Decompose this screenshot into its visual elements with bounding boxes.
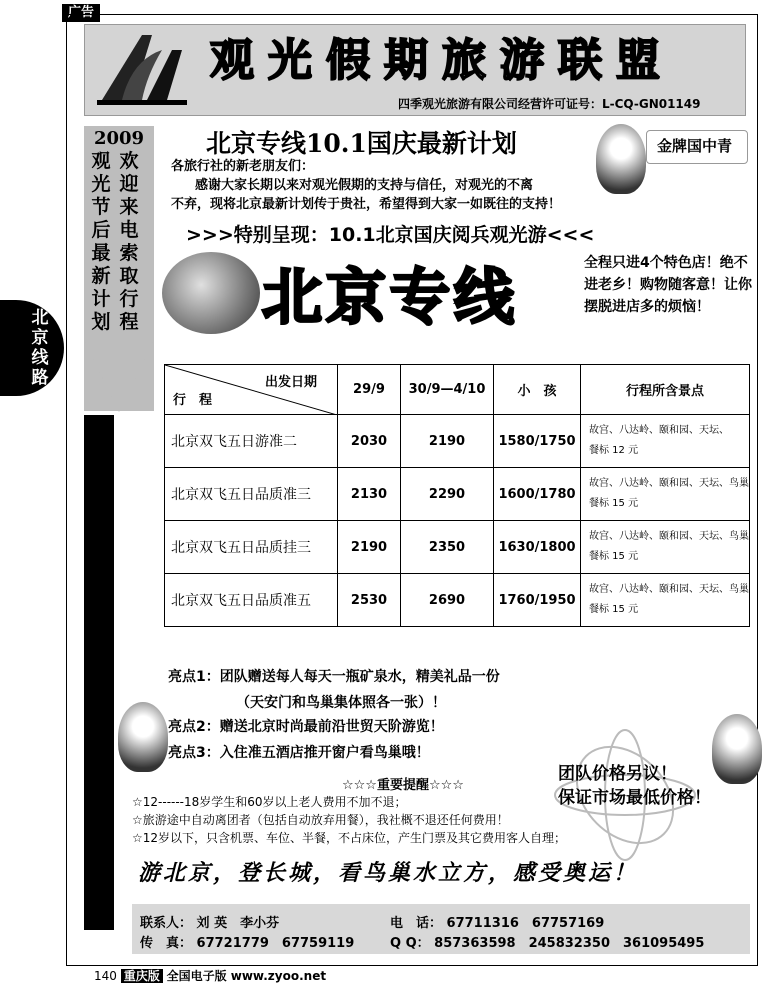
qq-label: Q Q： <box>390 936 430 951</box>
phone-label: 电 话： <box>390 916 443 931</box>
child-price-cell: 1580/1750 <box>494 415 581 468</box>
sights-text: 故宫、八达岭、颐和园、天坛、鸟巢 <box>589 531 749 542</box>
highlight-1: 亮点1：团队赠送每人每天一瓶矿泉水，精美礼品一份 <box>168 669 500 685</box>
left-column-2: 欢迎来电索取行程 <box>119 150 139 333</box>
price-cell: 2130 <box>338 468 401 521</box>
brand-logo-icon <box>92 30 192 108</box>
olympic-mascot-left-icon <box>118 702 168 772</box>
meal-text: 餐标 15 元 <box>589 551 639 562</box>
price-cell: 2190 <box>401 415 494 468</box>
footer-site[interactable]: 全国电子版 www.zyoo.net <box>166 969 327 983</box>
big-title: 北京专线 <box>262 263 518 333</box>
ad-tag: 广告 <box>62 4 100 22</box>
price-cell: 2350 <box>401 521 494 574</box>
phone-row <box>390 912 604 931</box>
qq-row <box>390 932 704 951</box>
header-col1: 29/9 <box>338 365 401 415</box>
fax-label: 传 真： <box>140 936 193 951</box>
price-cell: 2030 <box>338 415 401 468</box>
header-col2: 30/9—4/10 <box>401 365 494 415</box>
notice-title: ☆☆☆重要提醒☆☆☆ <box>342 778 464 793</box>
greeting <box>171 157 671 214</box>
sights-cell <box>581 415 750 468</box>
fax-number: 67721779 67759119 <box>196 936 355 951</box>
meal-text: 餐标 15 元 <box>589 604 639 615</box>
header-date: 出发日期 <box>264 375 317 390</box>
greeting-line-3: 不弃，现将北京最新计划传于贵社，希望得到大家一如既往的支持！ <box>171 197 562 212</box>
highlight-2: 亮点2：赠送北京时尚最前沿世贸天阶游览！ <box>168 719 444 735</box>
left-column-1: 观光节后最新计划 <box>91 150 111 333</box>
table-row <box>165 521 750 574</box>
table-row <box>165 574 750 627</box>
quality-label: 质量监督 <box>89 460 107 520</box>
highlight-3: 亮点3：入住准五酒店推开窗户看鸟巢哦！ <box>168 745 430 761</box>
service-label: 客服服务 <box>89 740 107 800</box>
greeting-line-1: 各旅行社的新老朋友们： <box>171 159 315 174</box>
meal-text: 餐标 12 元 <box>589 445 639 456</box>
header-col4: 行程所含景点 <box>581 365 750 415</box>
table-row <box>165 415 750 468</box>
price-cell: 2190 <box>338 521 401 574</box>
promo-text: 全程只进4个特色店！绝不进老乡！购物随客意！让你摆脱进店多的烦恼！ <box>584 255 752 315</box>
phone-number: 67711316 67757169 <box>446 916 605 931</box>
left-banner-arrow-icon <box>84 340 154 415</box>
contact-row-1 <box>140 912 279 931</box>
table-header-row <box>165 365 750 415</box>
slogan: 游北京，登长城，看鸟巢水立方，感受奥运！ <box>138 861 639 886</box>
main-title: 北京专线10.1国庆最新计划 <box>206 129 517 158</box>
sights-cell <box>581 521 750 574</box>
contact-person: 刘 英 李小芬 <box>196 916 280 931</box>
license-number: 四季观光旅游有限公司经营许可证号：L-CQ-GN01149 <box>398 97 701 111</box>
qq-number: 857363598 245832350 361095495 <box>434 936 705 951</box>
quality-person: 李莉春 <box>89 538 107 583</box>
price-cell: 2530 <box>338 574 401 627</box>
sights-text: 故宫、八达岭、颐和园、天坛、鸟巢 <box>589 584 749 595</box>
price-cell: 2690 <box>401 574 494 627</box>
callout-line-2: 保证市场最低价格！ <box>558 788 711 808</box>
table-corner-cell <box>165 365 338 415</box>
edition-badge: 重庆版 <box>121 969 163 983</box>
route-cell: 北京双飞五日品质准三 <box>165 468 338 521</box>
header-route: 行 程 <box>173 393 213 408</box>
footer <box>94 967 326 984</box>
route-cell: 北京双飞五日品质准五 <box>165 574 338 627</box>
page-number: 140 <box>94 969 117 983</box>
dragon-icon <box>162 252 260 334</box>
meal-text: 餐标 15 元 <box>589 498 639 509</box>
route-cell: 北京双飞五日品质挂三 <box>165 521 338 574</box>
note-2: ☆旅游途中自动离团者（包括自动放弃用餐），我社概不退还任何费用！ <box>132 813 509 827</box>
table-row <box>165 468 750 521</box>
child-price-cell: 1600/1780 <box>494 468 581 521</box>
quality-phone: 13983382590 <box>88 610 106 725</box>
route-cell: 北京双飞五日游准二 <box>165 415 338 468</box>
callout-line-1: 团队价格另议！ <box>558 764 677 784</box>
sights-text: 故宫、八达岭、颐和园、天坛、 <box>589 425 729 436</box>
price-table <box>164 364 750 627</box>
service-phone: 67744010 <box>88 820 106 904</box>
sights-text: 故宫、八达岭、颐和园、天坛、鸟巢 <box>589 478 749 489</box>
side-tab-label: 北京线路 <box>31 308 49 388</box>
sights-cell <box>581 574 750 627</box>
brand-name: 观光假期旅游联盟 <box>210 35 674 86</box>
sights-cell <box>581 468 750 521</box>
olympic-mascot-right-icon <box>712 714 762 784</box>
greeting-line-2: 感谢大家长期以来对观光假期的支持与信任，对观光的不离 <box>195 178 534 193</box>
note-1: ☆12------18岁学生和60岁以上老人费用不加不退； <box>132 795 407 809</box>
left-year: 2009 <box>93 128 145 149</box>
partner-logo-text: 金牌国中青 <box>657 137 733 155</box>
price-cell: 2290 <box>401 468 494 521</box>
note-3: ☆12岁以下，只含机票、车位、半餐，不占床位，产生门票及其它费用客人自理； <box>132 831 567 845</box>
header-col3: 小 孩 <box>494 365 581 415</box>
child-price-cell: 1760/1950 <box>494 574 581 627</box>
contact-person-label: 联系人： <box>140 916 193 931</box>
special-heading: >>>特别呈现：10.1北京国庆阅兵观光游<<< <box>186 224 595 246</box>
child-price-cell: 1630/1800 <box>494 521 581 574</box>
notes <box>132 793 752 847</box>
contact-row-2 <box>140 932 354 951</box>
highlight-1b: （天安门和鸟巢集体照各一张）！ <box>236 695 446 711</box>
